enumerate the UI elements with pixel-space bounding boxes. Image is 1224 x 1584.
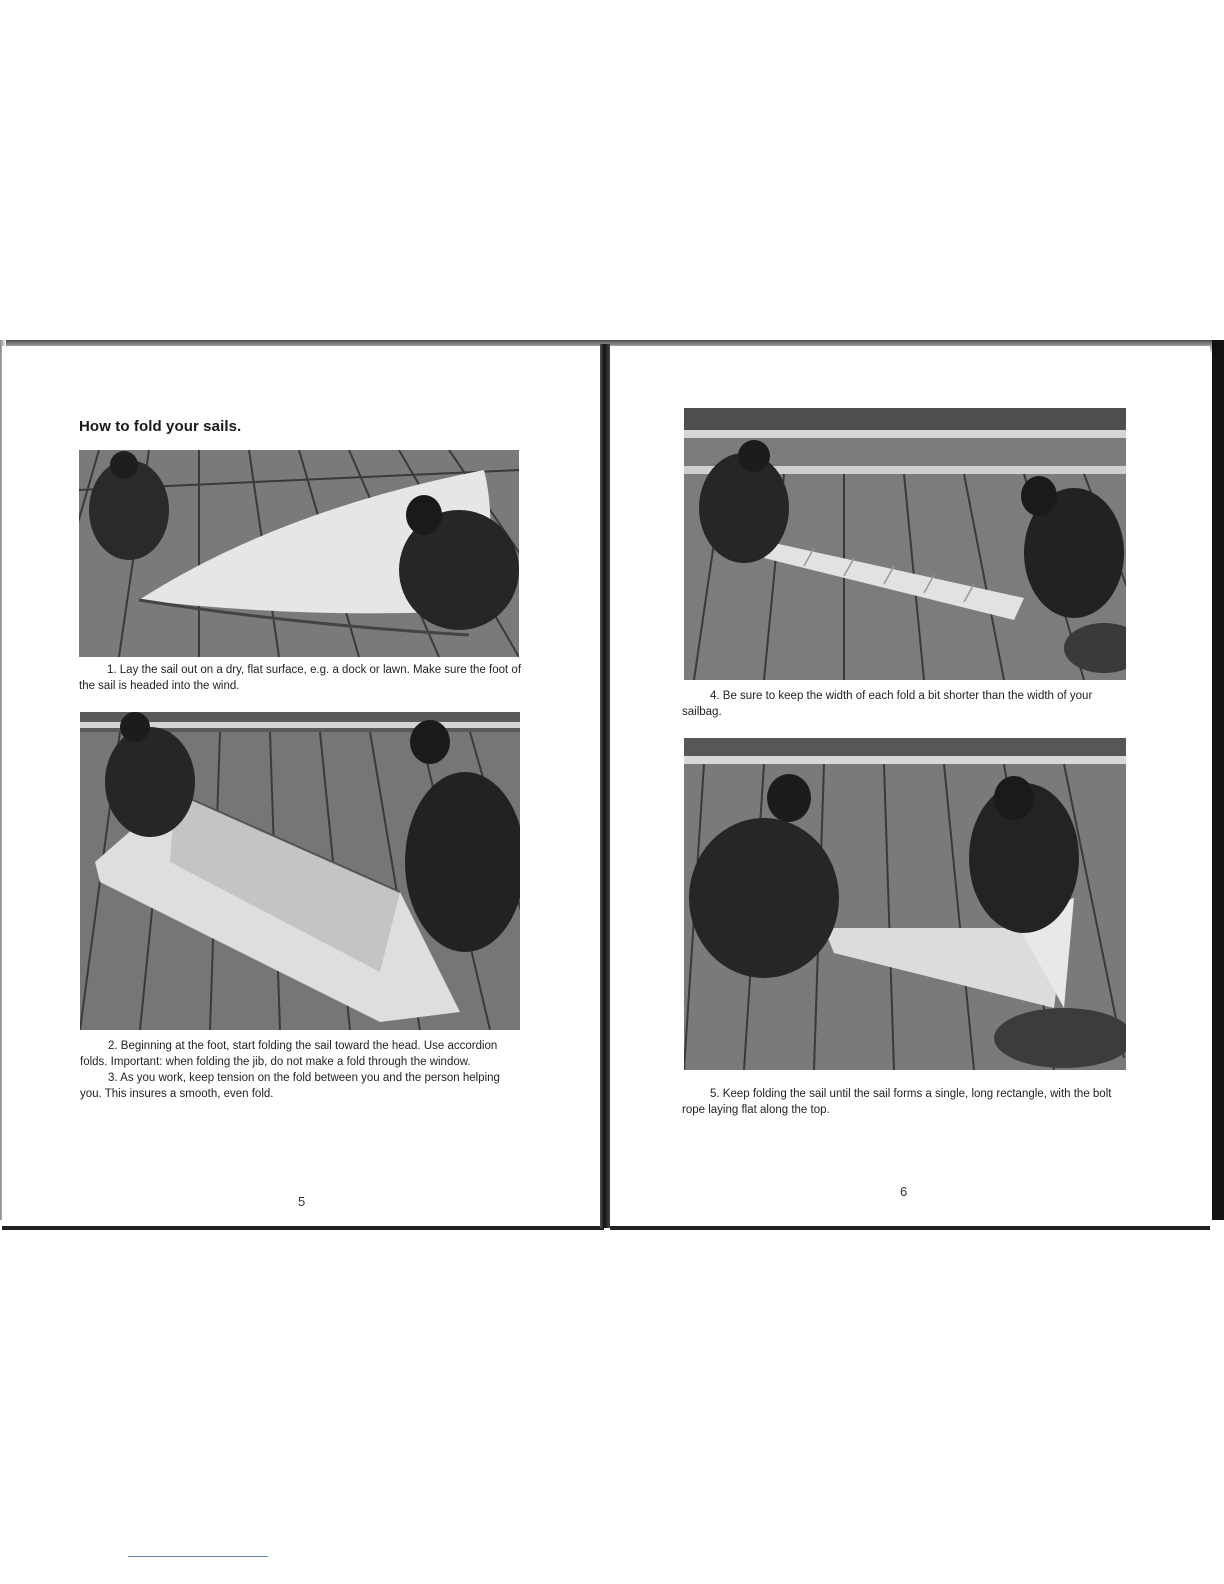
caption-step-1 xyxy=(79,662,521,694)
step-3-text: 3. As you work, keep tension on the fold between you and the person helping you. This insures a smooth, even fold. xyxy=(80,1072,500,1100)
book-gutter xyxy=(600,344,610,1228)
step-1-text: 1. Lay the sail out on a dry, flat surface, e.g. a dock or lawn. Make sure the foot of the sail is headed into the wind. xyxy=(79,664,522,692)
step-5-text: 5. Keep folding the sail until the sail forms a single, long rectangle, with the bolt rope laying flat along the top. xyxy=(682,1088,1112,1116)
caption-step-5 xyxy=(682,1086,1124,1118)
photo-accordion-folds xyxy=(684,408,1126,680)
page-5 xyxy=(2,346,604,1230)
footnote-rule xyxy=(128,1556,268,1557)
step-2-text: 2. Beginning at the foot, start folding the sail toward the head. Use accordion folds. Important: when folding the jib, do not make a fold through the window. xyxy=(80,1040,498,1068)
caption-steps-2-3 xyxy=(80,1038,522,1102)
photo-laying-out-sail xyxy=(79,450,519,657)
book-spread xyxy=(0,340,1224,1235)
photo-long-rectangle xyxy=(684,738,1126,1070)
page-number: 6 xyxy=(900,1184,908,1199)
page-6 xyxy=(610,346,1210,1230)
caption-step-4 xyxy=(682,688,1124,720)
scan-right-edge xyxy=(1212,340,1224,1220)
page-number: 5 xyxy=(298,1194,306,1209)
section-heading: How to fold your sails. xyxy=(79,418,242,435)
step-4-text: 4. Be sure to keep the width of each fold a bit shorter than the width of your sailbag. xyxy=(682,690,1093,718)
photo-folding-sail xyxy=(80,712,520,1030)
